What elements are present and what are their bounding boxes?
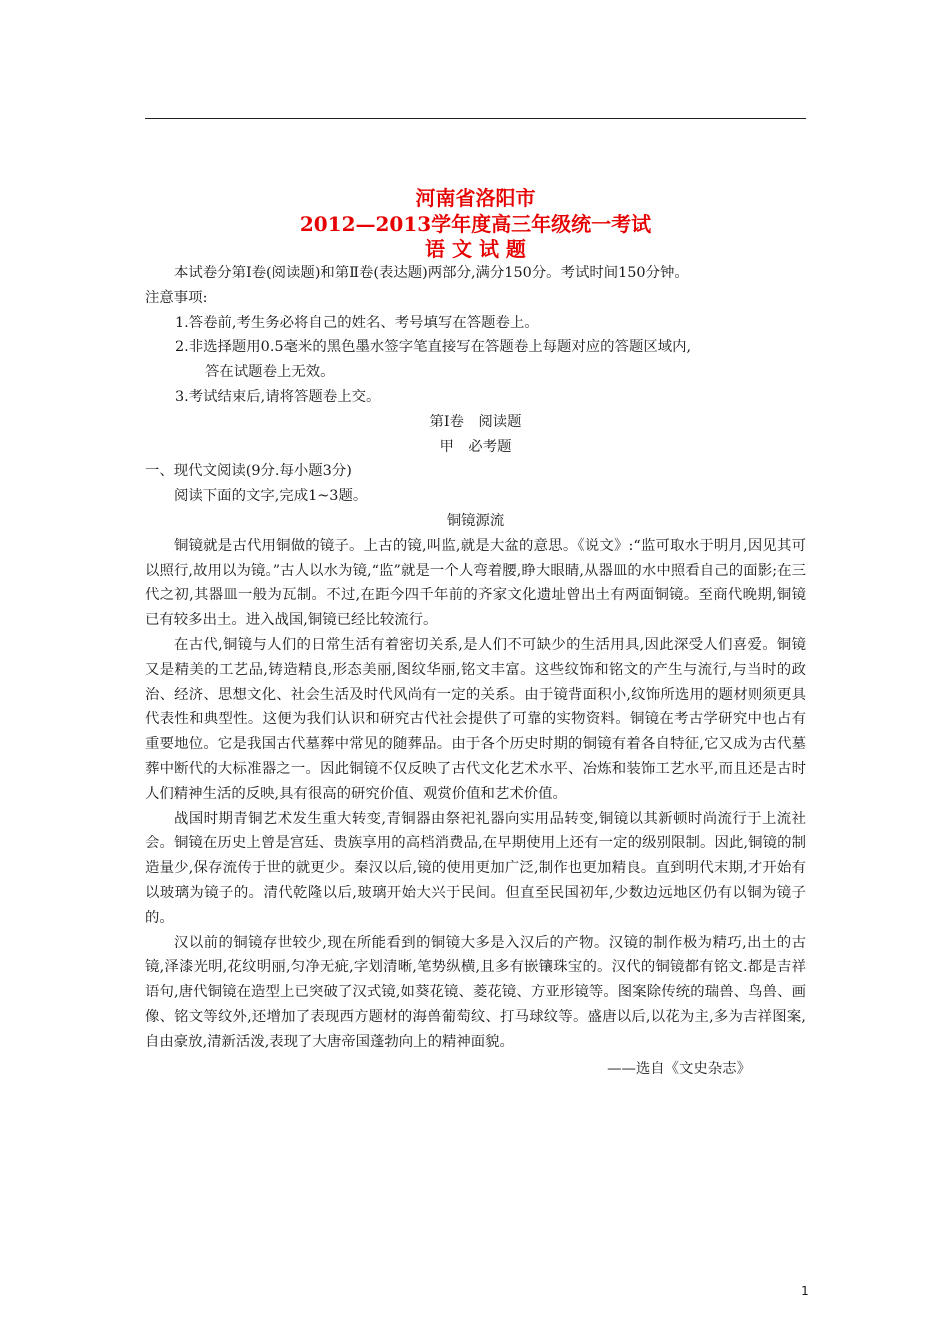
note-item-continuation: 答在试题卷上无效。	[205, 364, 335, 381]
question-heading: 一、现代文阅读(9分.每小题3分)	[145, 463, 352, 480]
part-title: 第Ⅰ卷 阅读题	[429, 413, 522, 430]
reading-instruction: 阅读下面的文字,完成1~3题。	[174, 488, 368, 505]
article-title: 铜镜源流	[446, 512, 505, 529]
article-paragraph: 铜镜就是古代用铜做的镜子。上古的镜,叫监,就是大盆的意思。《说文》:“监可取水于明月,因见其可以照行,故用以为镜。”古人以水为镜,“监”就是一个人弯着腰,睁大眼睛,从器皿的水中照看自己的面影;在三代之初,其器皿一般为瓦制。不过,在距今四千年前的齐家文化遗址曾出土有两面铜镜。至商代晚期,铜镜已有较多出土。进入战国,铜镜已经比较流行。	[145, 537, 806, 629]
note-item: 3.考试结束后,请将答题卷上交。	[175, 388, 381, 405]
article-paragraph: 战国时期青铜艺术发生重大转变,青铜器由祭祀礼器向实用品转变,铜镜以其新顿时尚流行于上流社会。铜镜在历史上曾是宫廷、贵族享用的高档消费品,在早期使用上还有一定的级别限制。因此,铜镜的制造量少,保存流传于世的就更少。秦汉以后,镜的使用更加广泛,制作也更加精良。直到明代末期,才开始有以玻璃为镜子的。清代乾隆以后,玻璃开始大兴于民间。但直至民国初年,少数边远地区仍有以铜为镜子的。	[145, 810, 806, 926]
intro-text: 本试卷分第Ⅰ卷(阅读题)和第Ⅱ卷(表达题)两部分,满分150分。考试时间150分钟。	[174, 265, 689, 281]
note-item: 1.答卷前,考生务必将自己的姓名、考号填写在答题卷上。	[175, 314, 539, 331]
note-item: 2.非选择题用0.5毫米的黑色墨水签字笔直接写在答题卷上每题对应的答题区域内,	[175, 339, 692, 356]
title-subject: 语 文 试 题	[425, 237, 526, 261]
page-number: 1	[801, 1284, 809, 1298]
exam-title	[145, 186, 806, 263]
exam-body	[145, 261, 806, 1081]
header-rule	[145, 118, 806, 119]
title-city: 河南省洛阳市	[415, 186, 536, 210]
article-source: ——选自《文史杂志》	[607, 1060, 751, 1077]
sub-title: 甲 必考题	[439, 438, 512, 455]
article-paragraph: 在古代,铜镜与人们的日常生活有着密切关系,是人们不可缺少的生活用具,因此深受人们喜爱。铜镜又是精美的工艺品,铸造精良,形态美丽,图纹华丽,铭文丰富。这些纹饰和铭文的产生与流行,与当时的政治、经济、思想文化、社会生活及时代风尚有一定的关系。由于镜背面积小,纹饰所选用的题材则须更具代表性和典型性。这便为我们认识和研究古代社会提供了可靠的实物资料。铜镜在考古学研究中也占有重要地位。它是我国古代墓葬中常见的随葬品。由于各个历史时期的铜镜有着各自特征,它又成为古代墓葬中断代的大标准器之一。因此铜镜不仅反映了古代文化艺术水平、冶炼和装饰工艺水平,而且还是古时人们精神生活的反映,具有很高的研究价值、观赏价值和艺术价值。	[145, 636, 806, 802]
title-exam: 2012—2013学年度高三年级统一考试	[299, 211, 652, 236]
notes-heading: 注意事项:	[145, 289, 208, 306]
article-paragraph: 汉以前的铜镜存世较少,现在所能看到的铜镜大多是入汉后的产物。汉镜的制作极为精巧,出土的古镜,泽漆光明,花纹明丽,匀净无疵,字划清晰,笔势纵横,且多有嵌镶珠宝的。汉代的铜镜都有铭文.都是吉祥语句,唐代铜镜在造型上已突破了汉式镜,如葵花镜、菱花镜、方亚形镜等。图案除传统的瑞兽、鸟兽、画像、铭文等纹外,还增加了表现西方题材的海兽葡萄纹、打马球纹等。盛唐以后,以花为主,多为吉祥图案,自由豪放,清新活泼,表现了大唐帝国蓬勃向上的精神面貌。	[145, 934, 806, 1050]
